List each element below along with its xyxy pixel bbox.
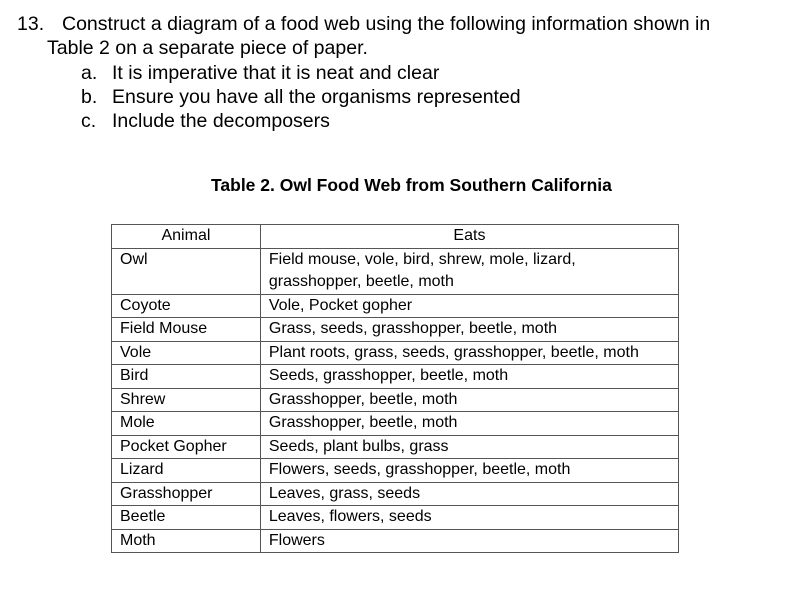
eats-cell: Grasshopper, beetle, moth (260, 388, 678, 412)
question-text-line-1: Construct a diagram of a food web using the following information shown in (62, 13, 711, 35)
table-row (112, 459, 679, 483)
instruction-letter: b. (81, 86, 98, 108)
table-row (112, 341, 679, 365)
instruction-text: It is imperative that it is neat and clear (112, 62, 440, 84)
table-row (112, 294, 679, 318)
animal-cell: Owl (112, 248, 261, 294)
eats-cell: Field mouse, vole, bird, shrew, mole, lizard, grasshopper, beetle, moth (260, 248, 678, 294)
eats-cell: Grasshopper, beetle, moth (260, 412, 678, 436)
eats-cell: Leaves, flowers, seeds (260, 506, 678, 530)
table-row (112, 318, 679, 342)
eats-cell: Vole, Pocket gopher (260, 294, 678, 318)
animal-cell: Coyote (112, 294, 261, 318)
table-row (112, 412, 679, 436)
question-text-line-2: Table 2 on a separate piece of paper. (47, 37, 368, 59)
eats-cell: Seeds, grasshopper, beetle, moth (260, 365, 678, 389)
instruction-text: Ensure you have all the organisms represented (112, 86, 521, 108)
instruction-text: Include the decomposers (112, 110, 330, 132)
table-row (112, 248, 679, 294)
table-row (112, 435, 679, 459)
table-row (112, 388, 679, 412)
header-animal: Animal (112, 225, 261, 249)
animal-cell: Shrew (112, 388, 261, 412)
animal-cell: Pocket Gopher (112, 435, 261, 459)
eats-cell: Grass, seeds, grasshopper, beetle, moth (260, 318, 678, 342)
eats-cell: Seeds, plant bulbs, grass (260, 435, 678, 459)
instruction-letter: a. (81, 62, 98, 84)
animal-cell: Mole (112, 412, 261, 436)
animal-cell: Moth (112, 529, 261, 553)
animal-cell: Field Mouse (112, 318, 261, 342)
animal-cell: Vole (112, 341, 261, 365)
animal-cell: Grasshopper (112, 482, 261, 506)
eats-cell: Flowers (260, 529, 678, 553)
table-row (112, 365, 679, 389)
eats-cell: Plant roots, grass, seeds, grasshopper, beetle, moth (260, 341, 678, 365)
question-number: 13. (17, 13, 45, 35)
animal-cell: Lizard (112, 459, 261, 483)
eats-cell: Leaves, grass, seeds (260, 482, 678, 506)
table-row (112, 529, 679, 553)
eats-cell: Flowers, seeds, grasshopper, beetle, moth (260, 459, 678, 483)
instruction-letter: c. (81, 110, 97, 132)
food-web-table (111, 224, 679, 553)
table-row (112, 482, 679, 506)
table-header-row (112, 225, 679, 249)
table-caption: Table 2. Owl Food Web from Southern California (211, 175, 612, 195)
animal-cell: Beetle (112, 506, 261, 530)
animal-cell: Bird (112, 365, 261, 389)
table-row (112, 506, 679, 530)
header-eats: Eats (260, 225, 678, 249)
